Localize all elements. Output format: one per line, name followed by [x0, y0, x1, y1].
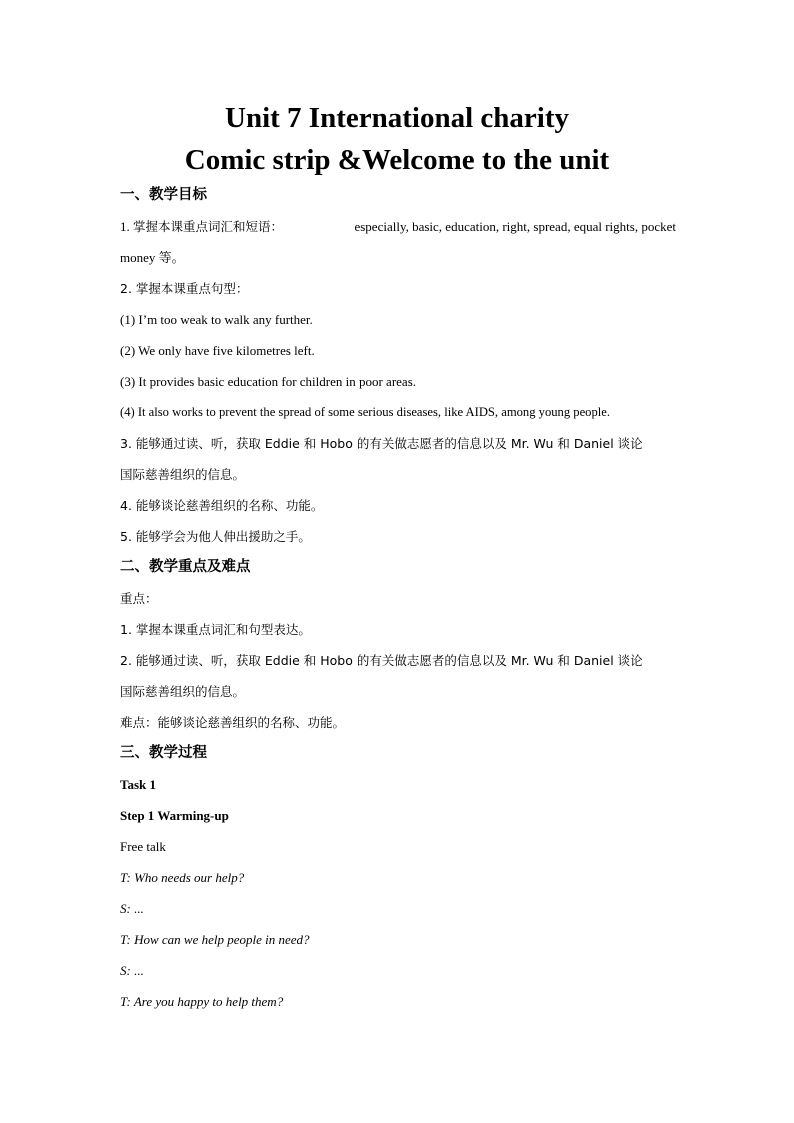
dialogue-line: T: Who needs our help?	[120, 870, 245, 885]
key-point-item-1: 1. 掌握本课重点词汇和句型表达。	[120, 622, 311, 637]
document-title-line1: Unit 7 International charity	[225, 102, 569, 134]
sentence-item: (4) It also works to prevent the spread of some serious diseases, like AIDS, among young people.	[120, 405, 611, 419]
objective-item-1-en: especially, basic, education, right, spread, equal rights, pocket	[354, 219, 676, 234]
objective-item-1-continued: money 等。	[120, 250, 185, 265]
step-label: Step 1 Warming-up	[120, 808, 229, 823]
free-talk-label: Free talk	[120, 839, 166, 854]
objective-item-1-cn: 掌握本课重点词汇和短语：	[133, 219, 284, 234]
dialogue-line: T: How can we help people in need?	[120, 932, 310, 947]
objective-item-5: 5. 能够学会为他人伸出援助之手。	[120, 529, 311, 544]
difficult-point: 难点：能够谈论慈善组织的名称、功能。	[120, 715, 346, 730]
dialogue-line: T: Are you happy to help them?	[120, 994, 284, 1009]
objective-item-4: 4. 能够谈论慈善组织的名称、功能。	[120, 498, 324, 513]
sentence-item: (1) I’m too weak to walk any further.	[120, 312, 313, 327]
key-point-item-2-line1: 2. 能够通过读、听，获取 Eddie 和 Hobo 的有关做志愿者的信息以及 Mr. Wu 和 Daniel 谈论	[120, 653, 643, 668]
objective-item-1-number: 1.	[120, 219, 130, 234]
key-points-label: 重点：	[120, 591, 158, 606]
section-heading-key-points: 二、教学重点及难点	[120, 559, 251, 575]
section-heading-objectives: 一、教学目标	[120, 187, 207, 203]
dialogue-line: S: ...	[120, 901, 144, 916]
document-body	[120, 180, 676, 1017]
sentence-item: (3) It provides basic education for children in poor areas.	[120, 374, 417, 389]
objective-item-3-line2: 国际慈善组织的信息。	[120, 467, 246, 482]
sentence-item: (2) We only have five kilometres left.	[120, 343, 315, 358]
section-heading-process: 三、教学过程	[120, 745, 207, 761]
objective-item-1	[120, 211, 676, 242]
dialogue-line: S: ...	[120, 963, 144, 978]
objective-item-3-line1: 3. 能够通过读、听，获取 Eddie 和 Hobo 的有关做志愿者的信息以及 Mr. Wu 和 Daniel 谈论	[120, 436, 643, 451]
key-point-item-2-line2: 国际慈善组织的信息。	[120, 684, 246, 699]
document-title-line2: Comic strip &Welcome to the unit	[184, 144, 610, 176]
objective-item-2: 2. 掌握本课重点句型：	[120, 281, 249, 296]
task-label: Task 1	[120, 777, 157, 792]
